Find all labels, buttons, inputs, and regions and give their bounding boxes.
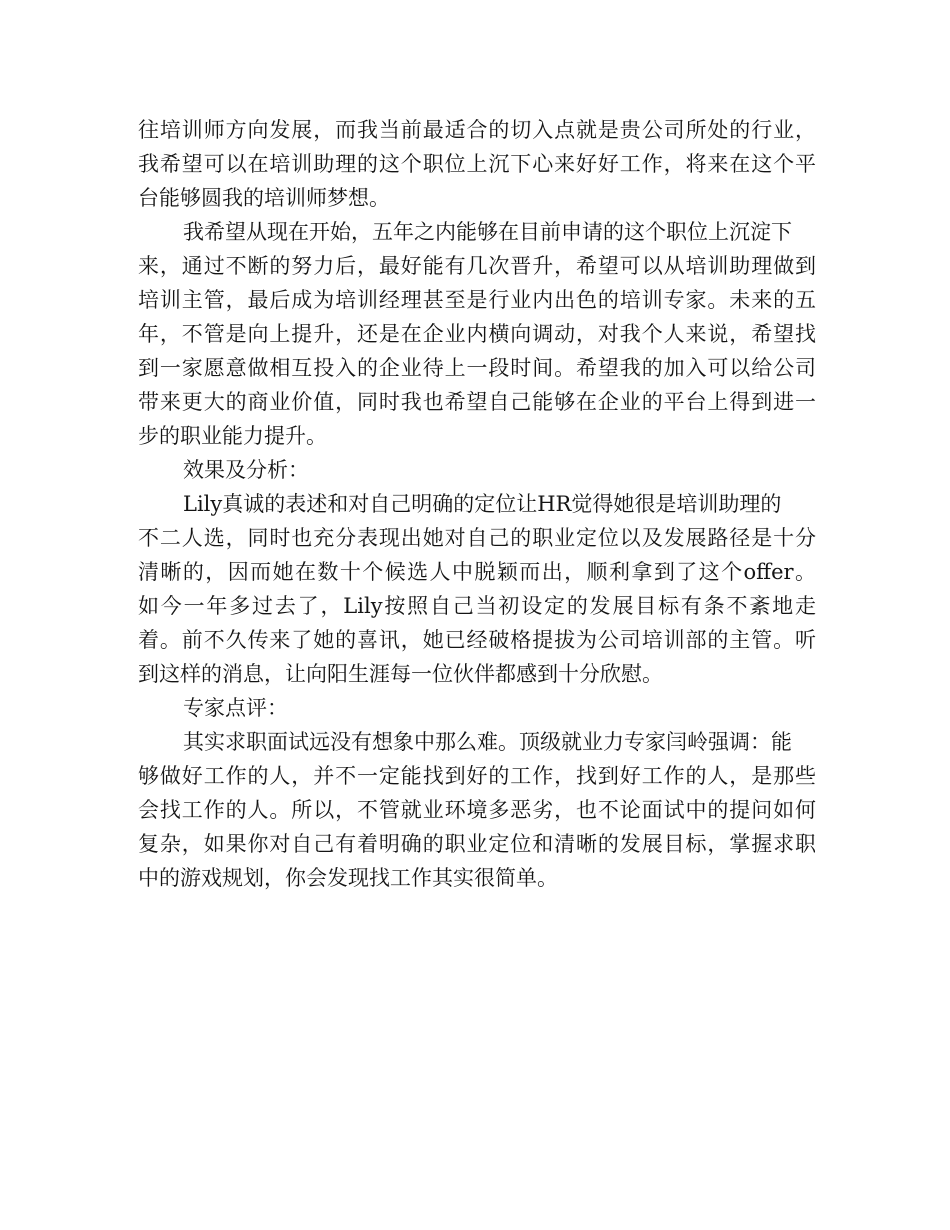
text-line: 我希望从现在开始，五年之内能够在目前申请的这个职位上沉淀下 [183, 220, 792, 244]
text-line: 不二人选，同时也充分表现出她对自己的职业定位以及发展路径是十分 [138, 526, 816, 550]
paragraph-expert-comment [138, 725, 816, 895]
text-line: 复杂，如果你对自己有着明确的职业定位和清晰的发展目标，掌握求职 [138, 832, 816, 856]
paragraph-five-year-plan [138, 215, 816, 453]
section-heading-effect-analysis [138, 453, 816, 487]
text-line: 清晰的，因而她在数十个候选人中脱颖而出，顺利拿到了这个offer。 [138, 560, 816, 584]
heading-text: 专家点评： [183, 696, 288, 720]
paragraph-lily-result [138, 487, 816, 691]
document-body [138, 113, 816, 895]
text-line: 我希望可以在培训助理的这个职位上沉下心来好好工作，将来在这个平 [138, 152, 816, 176]
text-line: 到这样的消息，让向阳生涯每一位伙伴都感到十分欣慰。 [138, 662, 663, 686]
text-line: 台能够圆我的培训师梦想。 [138, 186, 390, 210]
text-line: 培训主管，最后成为培训经理甚至是行业内出色的培训专家。未来的五 [138, 288, 816, 312]
text-line: 着。前不久传来了她的喜讯，她已经破格提拔为公司培训部的主管。听 [138, 628, 816, 652]
heading-text: 效果及分析： [183, 458, 309, 482]
text-line: 其实求职面试远没有想象中那么难。顶级就业力专家闫岭强调：能 [183, 730, 792, 754]
text-line: 到一家愿意做相互投入的企业待上一段时间。希望我的加入可以给公司 [138, 356, 816, 380]
text-line: 来，通过不断的努力后，最好能有几次晋升，希望可以从培训助理做到 [138, 254, 816, 278]
text-line: 如今一年多过去了，Lily按照自己当初设定的发展目标有条不紊地走 [138, 594, 816, 618]
text-line: 年，不管是向上提升，还是在企业内横向调动，对我个人来说，希望找 [138, 322, 816, 346]
text-line: 步的职业能力提升。 [138, 424, 327, 448]
paragraph-career-direction [138, 113, 816, 215]
text-line: 带来更大的商业价值，同时我也希望自己能够在企业的平台上得到进一 [138, 390, 816, 414]
text-line: 够做好工作的人，并不一定能找到好的工作，找到好工作的人，是那些 [138, 764, 816, 788]
text-line: 往培训师方向发展，而我当前最适合的切入点就是贵公司所处的行业， [138, 118, 816, 142]
section-heading-expert-comment [138, 691, 816, 725]
text-line: Lily真诚的表述和对自己明确的定位让HR觉得她很是培训助理的 [183, 492, 782, 516]
text-line: 会找工作的人。所以，不管就业环境多恶劣，也不论面试中的提问如何 [138, 798, 816, 822]
text-line: 中的游戏规划，你会发现找工作其实很简单。 [138, 866, 558, 890]
